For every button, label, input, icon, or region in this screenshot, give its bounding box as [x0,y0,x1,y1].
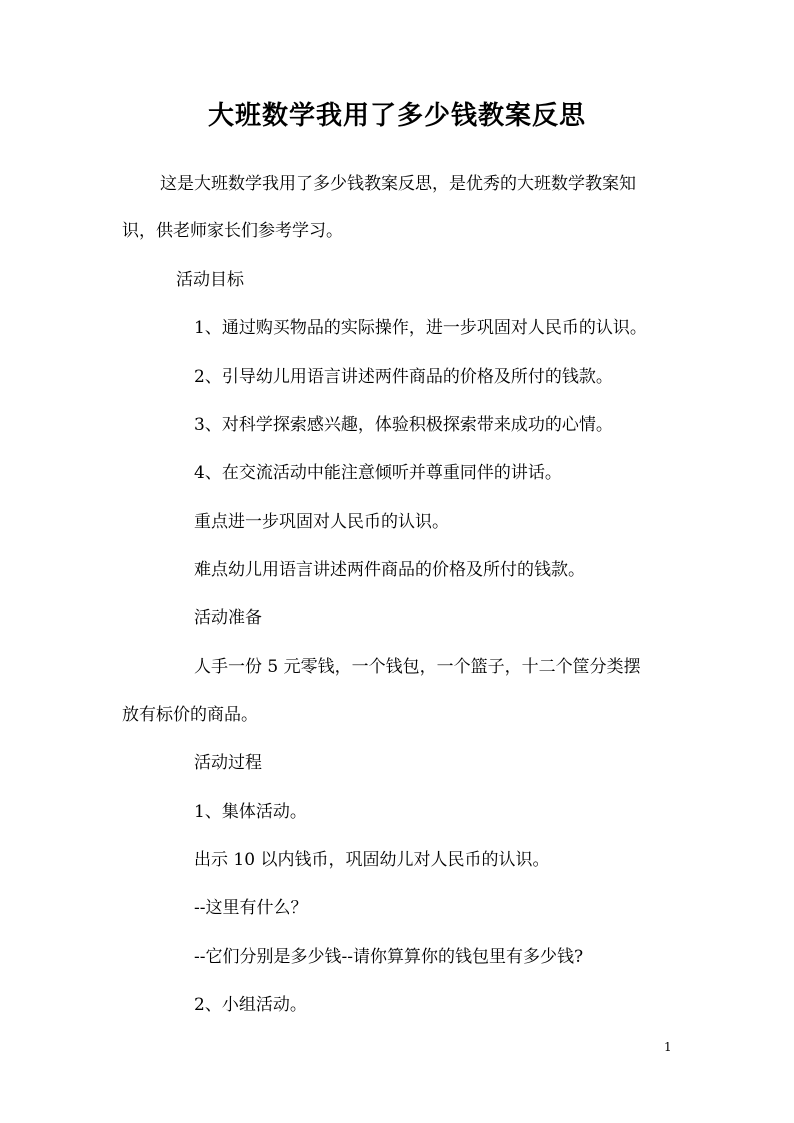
intro-line-2: 识，供老师家长们参考学习。 [122,221,343,241]
process-step-1-detail: 出示 10 以内钱币，巩固幼儿对人民币的认识。 [194,850,550,870]
section-heading-prep: 活动准备 [194,608,262,628]
goal-item-2: 2、引导幼儿用语言讲述两件商品的价格及所付的钱款。 [194,367,613,387]
prep-line-1: 人手一份 5 元零钱，一个钱包，一个篮子，十二个筐分类摆 [194,657,641,677]
document-title: 大班数学我用了多少钱教案反思 [207,101,586,131]
difficulty-point: 难点幼儿用语言讲述两件商品的价格及所付的钱款。 [194,560,585,580]
goal-item-1: 1、通过购买物品的实际操作，进一步巩固对人民币的认识。 [194,318,647,338]
goal-item-3: 3、对科学探索感兴趣，体验积极探索带来成功的心情。 [194,415,613,435]
page-number: 1 [664,1040,672,1054]
question-1: --这里有什么？ [194,898,308,918]
question-2: --它们分别是多少钱--请你算算你的钱包里有多少钱? [194,947,584,967]
section-heading-goals: 活动目标 [176,270,244,290]
prep-line-2: 放有标价的商品。 [122,705,258,725]
goal-item-4: 4、在交流活动中能注意倾听并尊重同伴的讲话。 [194,463,562,483]
process-step-1: 1、集体活动。 [194,802,307,822]
intro-line-1: 这是大班数学我用了多少钱教案反思，是优秀的大班数学教案知 [160,174,636,194]
key-point: 重点进一步巩固对人民币的认识。 [194,512,449,532]
section-heading-process: 活动过程 [194,753,262,773]
process-step-2: 2、小组活动。 [194,995,307,1015]
